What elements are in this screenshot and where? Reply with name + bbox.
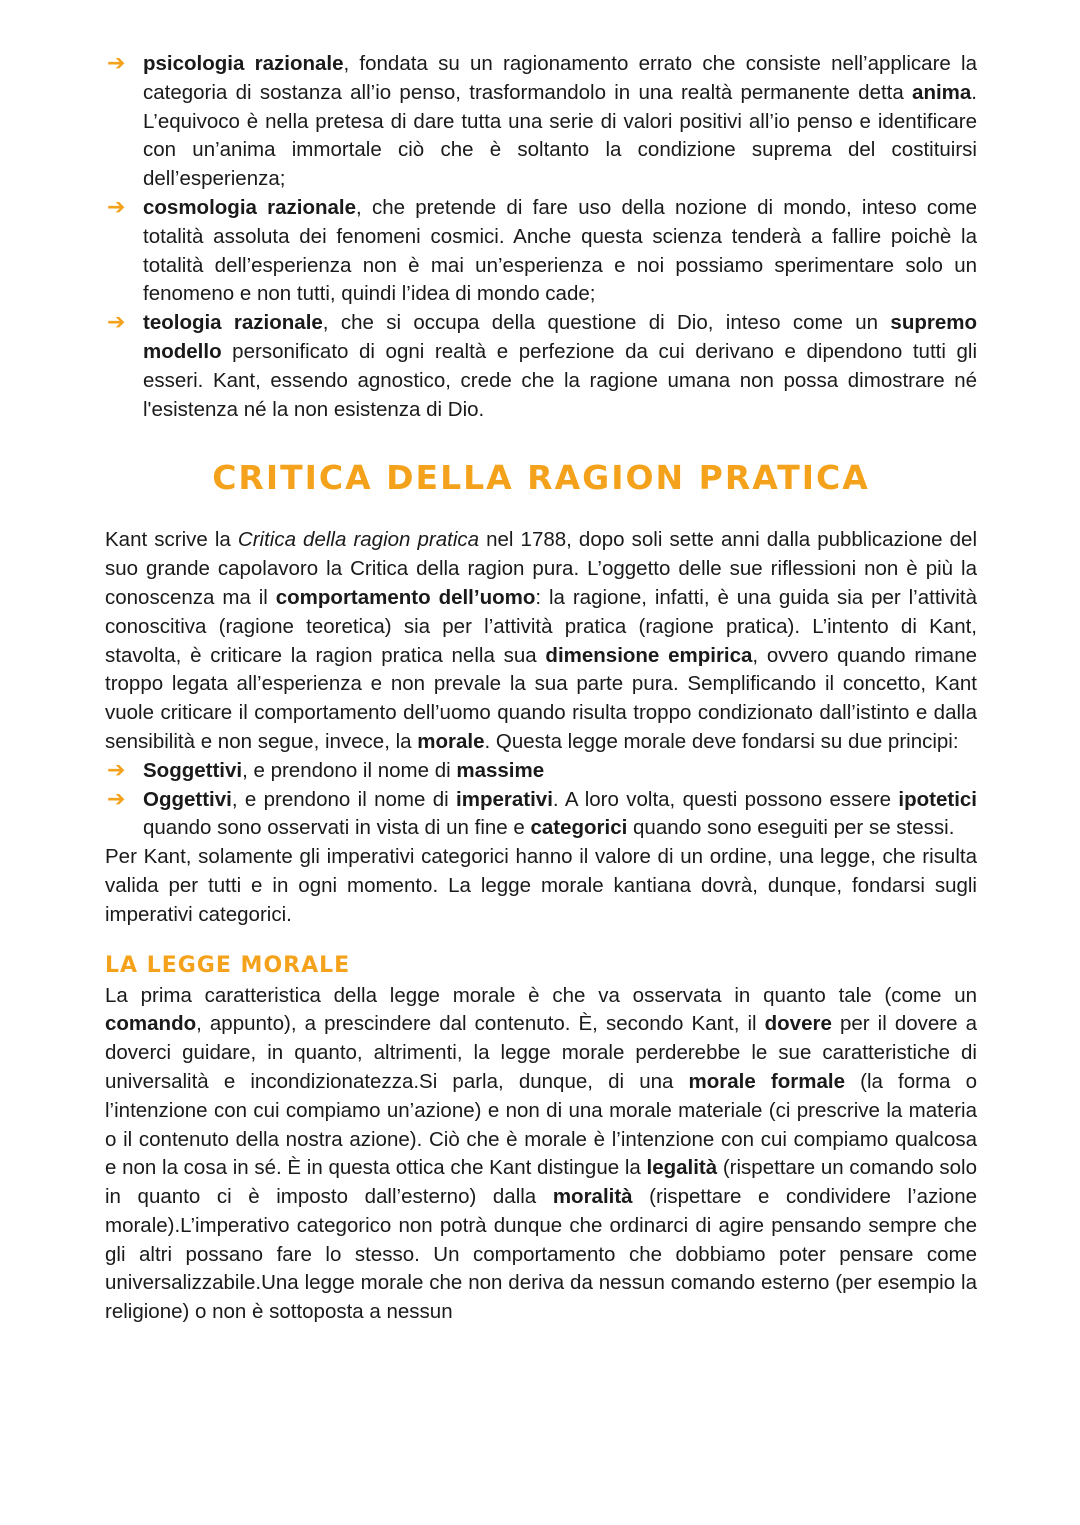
- intro-paragraph: Kant scrive la Critica della ragion pratica nel 1788, dopo soli sette anni dalla pubblicazione del suo grande capolavoro la Critica della ragion pura. L’oggetto delle sue riflessioni non è più la conoscenza ma il comportamento dell’uomo: la ragione, infatti, è una guida sia per l’attività conoscitiva (ragione teoretica) sia per l’attività pratica (ragione pratica). L’intento di Kant, stavolta, è criticare la ragion pratica nella sua dimensione empirica, ovvero quando rimane troppo legata all’esperienza e non prevale la sua parte pura. Semplificando il concetto, Kant vuole criticare il comportamento dell’uomo quando risulta troppo condizionato dall’istinto e dalla sensibilità e non segue, invece, la morale. Questa legge morale deve fondarsi su due principi:: [105, 528, 977, 753]
- principles-list: [105, 757, 977, 843]
- conclusion-paragraph: Per Kant, solamente gli imperativi categorici hanno il valore di un ordine, una legge, che risulta valida per tutti e in ogni momento. La legge morale kantiana dovrà, dunque, fondarsi sugli imperativi categorici.: [105, 845, 977, 926]
- arrow-right-icon: ➔: [107, 757, 126, 783]
- subsection-title: LA LEGGE MORALE: [105, 952, 351, 978]
- legge-morale-paragraph: La prima caratteristica della legge morale è che va osservata in quanto tale (come un comando, appunto), a prescindere dal contenuto. È, secondo Kant, il dovere per il dovere a doverci guidare, in quanto, altrimenti, la legge morale perderebbe le sue caratteristiche di universalità e incondizionatezza.Si parla, dunque, di una morale formale (la forma o l’intenzione con cui compiamo un’azione) e non di una morale materiale (ci prescrive la materia o il contenuto della nostra azione). Ciò che è morale è l’intenzione con cui compiamo qualcosa e non la cosa in sé. È in questa ottica che Kant distingue la legalità (rispettare un comando solo in quanto ci è imposto dall’esterno) dalla moralità (rispettare e condividere l’azione morale).L’imperativo categorico non potrà dunque che ordinarci di agire pensando sempre che gli altri possano fare lo stesso. Un comportamento che dobbiamo poter pensare come universalizzabile.Una legge morale che non deriva da nessun comando esterno (per esempio la religione) o non è sottoposta a nessun: [105, 983, 978, 1324]
- arrow-right-icon: ➔: [107, 194, 126, 220]
- document-page: [105, 50, 977, 1327]
- list-item-psicologia: ➔ psicologia razionale, fondata su un ragionamento errato che consiste nell’applicare la categoria di sostanza all’io penso, trasformandolo in una realtà permanente detta anima. L’equivoco è nella pretesa di dare tutta una serie di valori positivi all’io penso e identificare con un’anima immortale ciò che è soltanto la condizione suprema del costituirsi dell’esperienza;: [107, 51, 977, 191]
- list-item-soggettivi: ➔ Soggettivi, e prendono il nome di massime: [105, 757, 977, 786]
- section-title: CRITICA DELLA RAGION PRATICA: [212, 458, 870, 498]
- arrow-right-icon: ➔: [107, 786, 126, 812]
- rational-sciences-list: [105, 50, 977, 424]
- list-item-teologia: ➔ teologia razionale, che si occupa della questione di Dio, inteso come un supremo modello personificato di ogni realtà e perfezione da cui derivano e dipendono tutti gli esseri. Kant, essendo agnostico, crede che la ragione umana non possa dimostrare né l'esistenza né la non esistenza di Dio.: [107, 310, 977, 421]
- list-item-oggettivi: ➔ Oggettivi, e prendono il nome di imperativi. A loro volta, questi possono essere ipotetici quando sono osservati in vista di un fine e categorici quando sono eseguiti per se stessi.: [107, 786, 977, 840]
- arrow-right-icon: ➔: [107, 51, 126, 76]
- arrow-right-icon: ➔: [107, 310, 126, 336]
- list-item-cosmologia: ➔ cosmologia razionale, che pretende di fare uso della nozione di mondo, inteso come totalità assoluta dei fenomeni cosmici. Anche questa scienza tenderà a fallire poichè la totalità dell’esperienza non è mai un’esperienza e noi possiamo sperimentare solo un fenomeno e non tutti, quindi l’idea di mondo cade;: [107, 194, 977, 306]
